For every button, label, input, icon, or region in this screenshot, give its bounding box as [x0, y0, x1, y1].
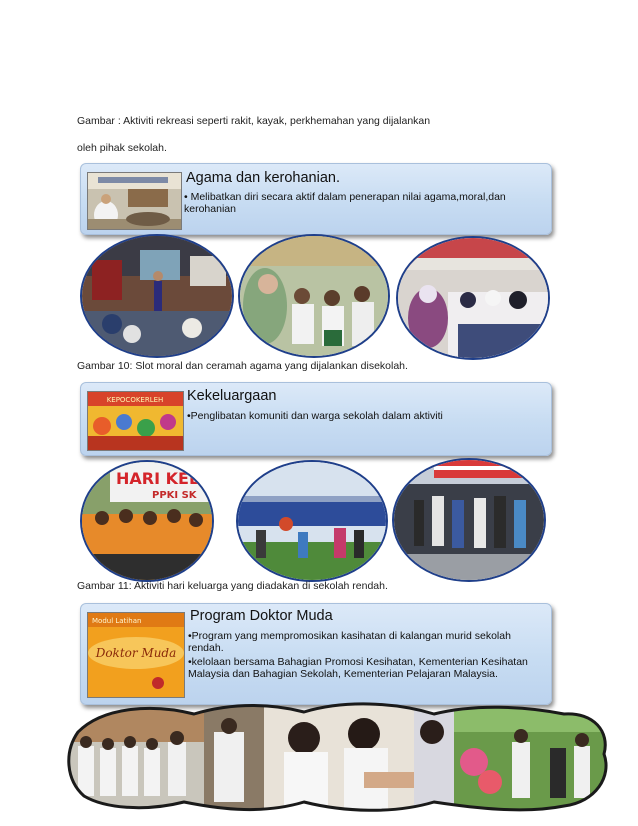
photo-collage-doktor-muda	[64, 702, 612, 812]
card-doktor-muda-bullet-2: •kelolaan bersama Bahagian Promosi Kesihatan, Kementerian Kesihatan Malaysia dan Bahagian Sekolah, Kementerian Pelajaran Malaysia.	[188, 656, 528, 680]
doktor-muda-thumbnail-image	[87, 612, 185, 698]
card-doktor-muda	[80, 603, 552, 705]
photo-hari-keluarga-tent	[392, 458, 546, 582]
kekeluargaan-thumb-text: KEPOCOKERLEH	[106, 396, 164, 404]
caption-rekreasi-line-1: Gambar : Aktiviti rekreasi seperti rakit, kayak, perkhemahan yang dijalankan	[77, 115, 431, 127]
photo-hari-keluarga-group	[80, 460, 214, 582]
photo-ceramah-hall	[80, 234, 234, 358]
card-agama-title: Agama dan kerohanian.	[186, 170, 340, 186]
caption-rekreasi-line-2: oleh pihak sekolah.	[77, 142, 167, 154]
card-agama-bullet: • Melibatkan diri secara aktif dalam penerapan nilai agama,moral,dan kerohanian	[184, 191, 506, 215]
card-agama	[80, 163, 552, 235]
card-doktor-muda-title: Program Doktor Muda	[190, 608, 333, 624]
card-kekeluargaan-title: Kekeluargaan	[187, 388, 277, 404]
doktor-muda-thumb-text: Doktor Muda	[95, 646, 177, 660]
photo-ceramah-students	[238, 234, 390, 358]
agama-thumbnail-image	[87, 172, 182, 230]
banner-hari-keluarga-text: HARI KEL	[116, 469, 200, 488]
doktor-muda-thumb-subtext: Modul Latihan	[92, 617, 142, 625]
card-kekeluargaan-bullet: •Penglibatan komuniti dan warga sekolah dalam aktiviti	[187, 410, 443, 422]
photo-ceramah-assembly	[396, 236, 550, 360]
card-doktor-muda-bullet-1: •Program yang mempromosikan kasihatan di kalangan murid sekolah rendah.	[188, 630, 511, 654]
kekeluargaan-thumbnail-image	[87, 391, 184, 451]
caption-gambar-11: Gambar 11: Aktiviti hari keluarga yang diadakan di sekolah rendah.	[77, 580, 388, 592]
card-kekeluargaan	[80, 382, 552, 456]
caption-gambar-10: Gambar 10: Slot moral dan ceramah agama yang dijalankan disekolah.	[77, 360, 408, 372]
banner-ppki-text: PPKI SK	[152, 490, 197, 501]
photo-hari-keluarga-field	[236, 460, 388, 582]
